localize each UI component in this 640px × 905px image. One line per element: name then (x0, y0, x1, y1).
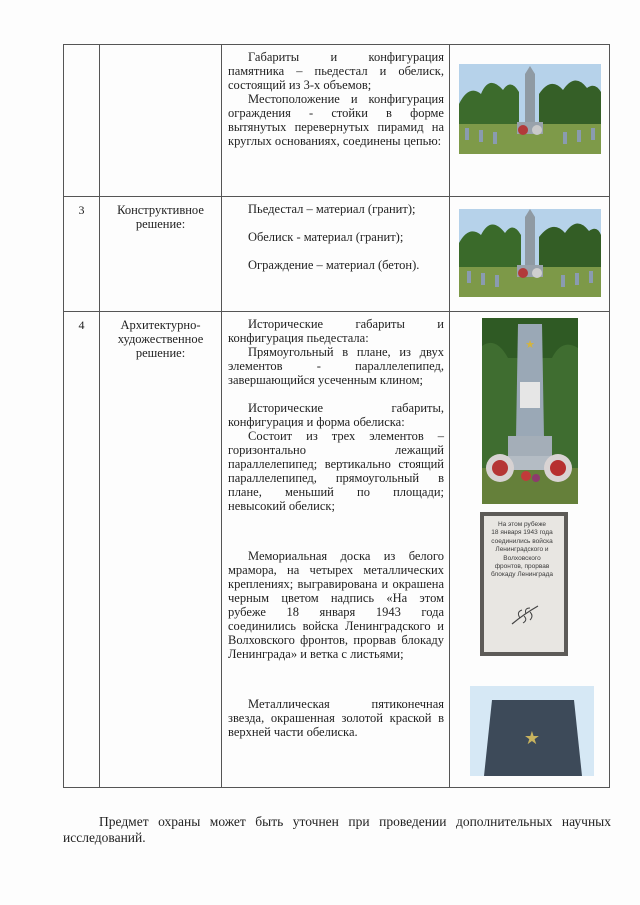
footer-note: Предмет охраны может быть уточнен при проведении дополнительных научных исследований. (63, 814, 611, 845)
desc-paragraph: Прямоугольный в плане, из двух элементов - параллелепипед, завершающийся усеченным клином; (228, 345, 444, 387)
desc-paragraph: Обелиск - материал (гранит); (248, 230, 404, 244)
plaque-line: блокаду Ленинграда (490, 571, 554, 579)
row-number: 4 (64, 312, 100, 788)
row-name (100, 45, 222, 197)
plaque-line: Волховского (503, 554, 541, 562)
desc-paragraph: Металлическая пятиконечная звезда, окрашенная золотой краской в верхней части обелиска. (228, 697, 444, 739)
desc-paragraph: Ограждение – материал (бетон). (248, 258, 420, 272)
row-description (222, 45, 450, 197)
protection-table (63, 44, 610, 788)
plaque-photo (480, 512, 568, 656)
plaque-inscription (490, 521, 554, 580)
desc-paragraph: Габариты и конфигурация памятника – пьедестал и обелиск, состоящий из 3-х объемов; (228, 50, 444, 92)
table-row (64, 45, 610, 197)
row-name: Архитектурно-художественное решение: (100, 312, 222, 788)
monument-photo-1 (459, 64, 601, 154)
monument-photo-2 (459, 209, 601, 297)
svg-text:★: ★ (525, 338, 535, 351)
plaque-line: фронтов, прорвав (494, 563, 550, 571)
desc-paragraph: Исторические габариты, конфигурация и форма обелиска: (228, 401, 444, 429)
desc-paragraph: Местоположение и конфигурация ограждения - стойки в форме вытянутых перевернутых пирамид на круглых основаниях, соединены цепью: (228, 92, 444, 148)
photo-cell (450, 45, 610, 197)
photo-cell (450, 312, 610, 788)
plaque-line: На этом рубеже (497, 521, 547, 528)
star-photo (470, 686, 594, 776)
desc-paragraph: Мемориальная доска из белого мрамора, на четырех металлических креплениях; выгравирована и окрашена черным цветом надпись «На этом рубеже 18 января 1943 года соединились войска Ленинградского и Волховского фронтов, прорвав блокаду Ленинграда» и ветка с листьями; (228, 549, 444, 661)
row-number (64, 45, 100, 197)
photo-cell (450, 197, 610, 312)
desc-paragraph: Исторические габариты и конфигурация пьедестала: (228, 317, 444, 345)
plaque-line: Ленинградского и (495, 546, 549, 554)
row-description (222, 197, 450, 312)
plaque-line: соединились войска (491, 537, 553, 545)
table-row (64, 197, 610, 312)
row-description (222, 312, 450, 788)
desc-paragraph: Пьедестал – материал (гранит); (248, 202, 416, 216)
row-number: 3 (64, 197, 100, 312)
plaque-line: 18 января 1943 года (491, 529, 553, 537)
obelisk-photo (482, 318, 578, 504)
svg-text:★: ★ (523, 728, 541, 749)
row-name: Конструктивное решение: (100, 197, 222, 312)
desc-paragraph: Состоит из трех элементов – горизонтально лежащий параллелепипед; вертикально стоящий параллелепипед, прямоугольный в плане, меньший по площади; невысокий обелиск; (228, 429, 444, 513)
branch-icon (510, 604, 540, 626)
table-row (64, 312, 610, 788)
